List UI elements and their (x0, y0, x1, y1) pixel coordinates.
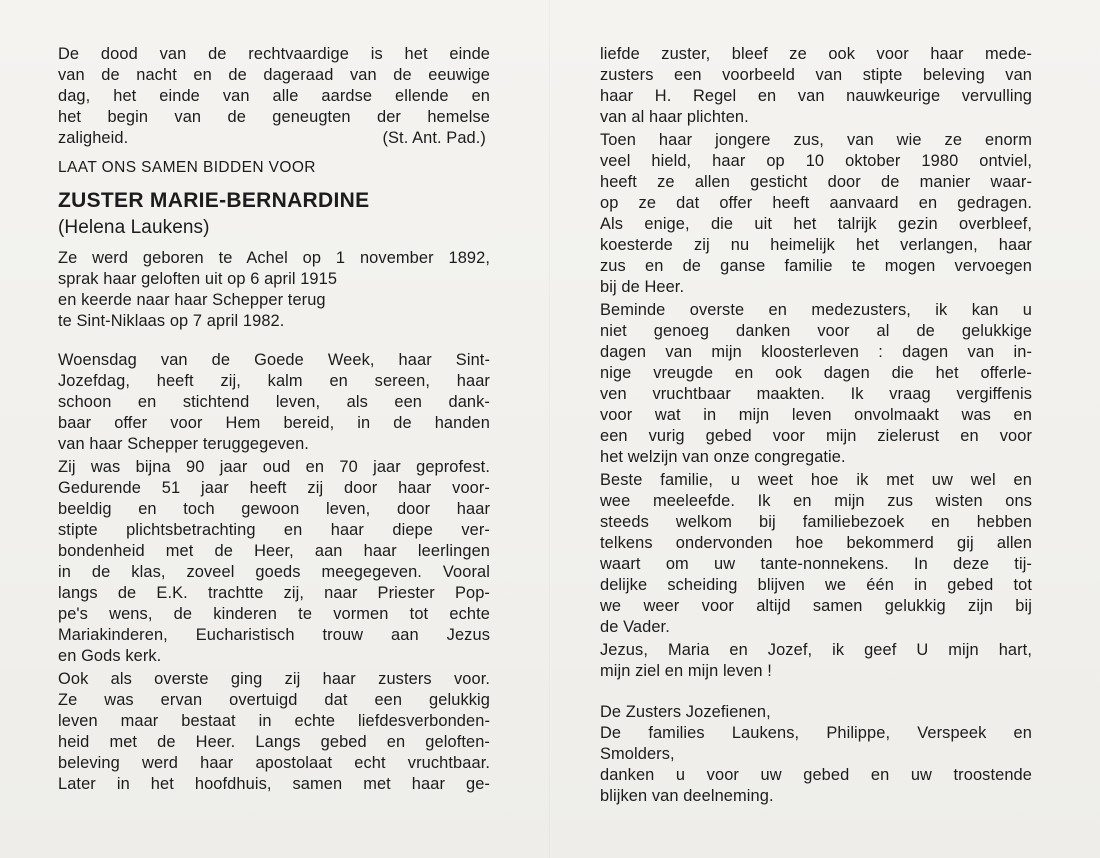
prayer-lead: LAAT ONS SAMEN BIDDEN VOOR (58, 159, 316, 176)
life-line: en keerde naar haar Schepper terug (58, 291, 326, 309)
text-line: Woensdag van de Goede Week, haar Sint- (58, 351, 490, 369)
paragraph-4 (600, 44, 1032, 128)
signature-line: De Zusters Jozefienen, (600, 703, 771, 721)
signature-line: Smolders, (600, 745, 675, 763)
text-line: Jezus, Maria en Jozef, ik geef U mijn hart, (600, 641, 1032, 659)
quote-line: van de nacht en de dageraad van de eeuwige (58, 66, 490, 84)
quote-line: De dood van de rechtvaardige is het einde (58, 45, 490, 63)
text-line: van al haar plichten. (600, 108, 749, 126)
text-line: een vurig gebed voor mijn zielerust en voor (600, 427, 1032, 445)
left-column (58, 44, 490, 797)
quote-line: zaligheid. (58, 129, 129, 147)
text-line: heid met de Heer. Langs gebed en geloften- (58, 733, 490, 751)
text-line: Gedurende 51 jaar heeft zij door haar voor- (58, 479, 490, 497)
text-line: Jozefdag, heeft zij, kalm en sereen, haar (58, 372, 490, 390)
life-line: Ze werd geboren te Achel op 1 november 1892, (58, 249, 490, 267)
text-line: delijke scheiding blijven we één in gebed tot (600, 576, 1032, 594)
card-fold (549, 0, 551, 858)
text-line: Toen haar jongere zus, van wie ze enorm (600, 131, 1032, 149)
text-line: en Gods kerk. (58, 647, 162, 665)
text-line: het welzijn van onze congregatie. (600, 448, 846, 466)
paragraph-8 (600, 640, 1032, 682)
text-line: zusters een voorbeeld van stipte beleving van (600, 66, 1032, 84)
text-line: nige vreugde en ook dagen die het offerle- (600, 364, 1032, 382)
text-line: schoon en stichtend leven, als een dank- (58, 393, 490, 411)
paragraph-5 (600, 130, 1032, 298)
text-line: leven maar bestaat in echte liefdesverbonden- (58, 712, 490, 730)
text-line: baar offer voor Hem bereid, in de handen (58, 414, 490, 432)
text-line: wee meeleefde. Ik en mijn zus wisten ons (600, 492, 1032, 510)
text-line: stipte plichtsbetrachting en haar diepe ver- (58, 521, 490, 539)
text-line: voor wat in mijn leven onvolmaakt was en (600, 406, 1032, 424)
text-line: waart om uw tante-nonnekens. In deze tij- (600, 555, 1032, 573)
text-line: Later in het hoofdhuis, samen met haar ge- (58, 775, 490, 793)
text-line: heeft ze allen gesticht door de manier waar- (600, 173, 1032, 191)
text-line: zus en de ganse familie te mogen vervoegen (600, 257, 1032, 275)
text-line: Mariakinderen, Eucharistisch trouw aan Jezus (58, 626, 490, 644)
text-line: Beminde overste en medezusters, ik kan u (600, 301, 1032, 319)
text-line: in de klas, zoveel goeds meegegeven. Vooral (58, 563, 490, 581)
paragraph-1 (58, 350, 490, 455)
paragraph-6 (600, 300, 1032, 468)
text-line: telkens ondervonden hoe bekommerd gij allen (600, 534, 1032, 552)
deceased-name: ZUSTER MARIE-BERNARDINE (58, 189, 370, 212)
text-line: steeds welkom bij familiebezoek en hebben (600, 513, 1032, 531)
text-line: Ze was ervan overtuigd dat een gelukkig (58, 691, 490, 709)
quote-line: het begin van de geneugten der hemelse (58, 108, 490, 126)
text-line: Beste familie, u weet hoe ik met uw wel en (600, 471, 1032, 489)
text-line: mijn ziel en mijn leven ! (600, 662, 772, 680)
text-line: bondenheid met de Heer, aan haar leerlingen (58, 542, 490, 560)
text-line: liefde zuster, bleef ze ook voor haar mede- (600, 45, 1032, 63)
text-line: beeldig en toch gewoon leven, door haar (58, 500, 490, 518)
paragraph-3 (58, 669, 490, 795)
quote-line: dag, het einde van alle aardse ellende en (58, 87, 490, 105)
text-line: langs de E.K. trachtte zij, naar Priester Pop- (58, 584, 490, 602)
text-line: bij de Heer. (600, 278, 685, 296)
text-line: Zij was bijna 90 jaar oud en 70 jaar geprofest. (58, 458, 490, 476)
signature-line: De families Laukens, Philippe, Verspeek en (600, 724, 1032, 742)
text-line: koesterde zij nu heimelijk het verlangen, haar (600, 236, 1032, 254)
text-line: niet genoeg danken voor al de gelukkige (600, 322, 1032, 340)
text-line: Als enige, die uit het talrijk gezin overbleef, (600, 215, 1032, 233)
right-column (600, 44, 1032, 809)
text-line: dagen van mijn kloosterleven : dagen van in- (600, 343, 1032, 361)
civil-name: (Helena Laukens) (58, 217, 210, 238)
quote-last-row (58, 128, 490, 149)
paragraph-7 (600, 470, 1032, 638)
text-line: beleving werd haar apostolaat echt vruchtbaar. (58, 754, 490, 772)
text-line: de Vader. (600, 618, 670, 636)
paragraph-2 (58, 457, 490, 667)
signature-line: blijken van deelneming. (600, 787, 774, 805)
life-line: sprak haar geloften uit op 6 april 1915 (58, 270, 338, 288)
quote-source: (St. Ant. Pad.) (382, 129, 486, 147)
life-line: te Sint-Niklaas op 7 april 1982. (58, 312, 285, 330)
signatures (600, 702, 1032, 807)
text-line: op ze dat offer heeft aanvaard en gedragen. (600, 194, 1032, 212)
text-line: Ook als overste ging zij haar zusters voor. (58, 670, 490, 688)
signature-line: danken u voor uw gebed en uw troostende (600, 766, 1032, 784)
text-line: pe's wens, de kinderen te vormen tot echte (58, 605, 490, 623)
opening-quote (58, 44, 490, 149)
life-dates (58, 248, 490, 332)
text-line: van haar Schepper teruggegeven. (58, 435, 309, 453)
text-line: veel hield, haar op 10 oktober 1980 ontviel, (600, 152, 1032, 170)
text-line: we weer voor altijd samen gelukkig zijn bij (600, 597, 1032, 615)
text-line: haar H. Regel en van nauwkeurige vervulling (600, 87, 1032, 105)
text-line: ven vruchtbaar maakten. Ik vraag vergiffenis (600, 385, 1032, 403)
